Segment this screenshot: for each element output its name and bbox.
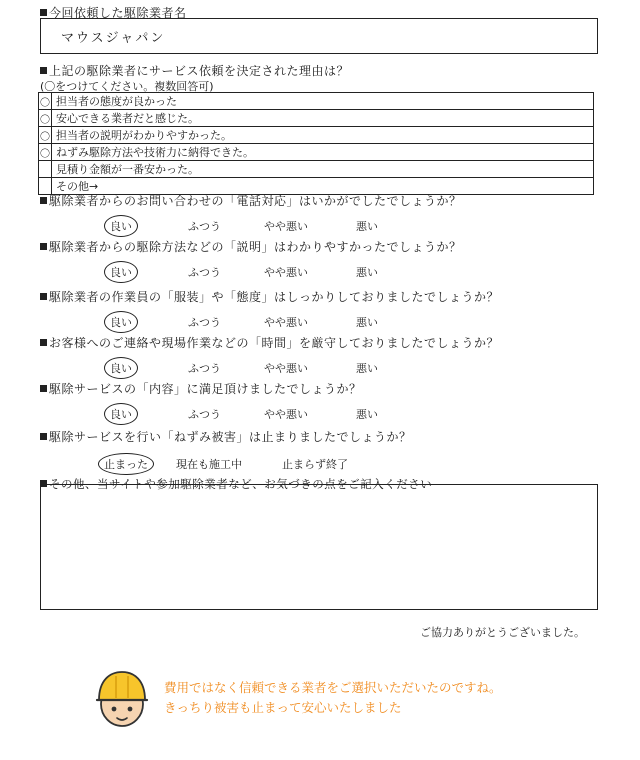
reason-text: その他→ (52, 178, 594, 195)
reason-mark: 〇 (39, 127, 52, 144)
company-name-value: マウスジャパン (61, 31, 166, 46)
q-company-heading: 今回依頼した駆除業者名 (40, 4, 187, 21)
reason-text: 安心できる業者だと感じた。 (52, 110, 594, 127)
option-selected: 良い (104, 261, 138, 283)
option: やや悪い (264, 408, 308, 421)
option: ふつう (188, 220, 221, 233)
option: 現在も施工中 (176, 458, 242, 471)
reason-row (39, 127, 594, 144)
option: 悪い (356, 408, 378, 421)
staff-comment (164, 678, 502, 718)
q4-heading: お客様へのご連絡や現場作業などの「時間」を厳守しておりましたでしょうか？ (40, 334, 499, 351)
reason-row (39, 110, 594, 127)
reason-mark (39, 161, 52, 178)
reason-mark: 〇 (39, 93, 52, 110)
staff-comment-line: きっちり被害も止まって安心いたしました (164, 700, 402, 715)
option-selected: 良い (104, 357, 138, 379)
q-reason-heading: 上記の駆除業者にサービス依頼を決定された理由は？ (40, 62, 349, 79)
option: やや悪い (264, 266, 308, 279)
reason-text: 担当者の説明がわかりやすかった。 (52, 127, 594, 144)
option: やや悪い (264, 362, 308, 375)
reason-row (39, 93, 594, 110)
option-selected: 良い (104, 403, 138, 425)
option: ふつう (188, 408, 221, 421)
reason-mark: 〇 (39, 144, 52, 161)
option-selected: 止まった (98, 453, 154, 475)
option-selected: 良い (104, 311, 138, 333)
company-name-box (40, 18, 598, 54)
reason-text: 担当者の態度が良かった (52, 93, 594, 110)
reason-text: 見積り金額が一番安かった。 (52, 161, 594, 178)
q2-heading: 駆除業者からの駆除方法などの「説明」はわかりやすかったでしょうか？ (40, 238, 462, 255)
option: やや悪い (264, 220, 308, 233)
reasons-table (38, 92, 594, 195)
option: 止まらず終了 (282, 458, 348, 471)
reason-row (39, 161, 594, 178)
q-comment-heading: その他、当サイトや参加駆除業者など、お気づきの点をご記入ください (40, 476, 432, 492)
q1-heading: 駆除業者からのお問い合わせの「電話対応」はいかがでしたでしょうか？ (40, 192, 462, 209)
thanks-text: ご協力ありがとうございました。 (420, 626, 585, 639)
option: ふつう (188, 362, 221, 375)
staff-comment-line: 費用ではなく信頼できる業者をご選択いただいたのですね。 (164, 680, 502, 695)
q-reason-note: (〇をつけてください。複数回答可) (40, 80, 214, 93)
option: 悪い (356, 220, 378, 233)
q3-heading: 駆除業者の作業員の「服装」や「態度」はしっかりしておりましたでしょうか？ (40, 288, 499, 305)
reason-text: ねずみ駆除方法や技術力に納得できた。 (52, 144, 594, 161)
option: ふつう (188, 316, 221, 329)
q-damage-heading: 駆除サービスを行い「ねずみ被害」は止まりましたでしょうか？ (40, 428, 412, 445)
q5-heading: 駆除サービスの「内容」に満足頂けましたでしょうか？ (40, 380, 362, 397)
option: 悪い (356, 316, 378, 329)
option: 悪い (356, 266, 378, 279)
comment-box (40, 484, 598, 610)
mascot-avatar (92, 668, 152, 732)
option: やや悪い (264, 316, 308, 329)
option: 悪い (356, 362, 378, 375)
reason-row (39, 144, 594, 161)
option: ふつう (188, 266, 221, 279)
option-selected: 良い (104, 215, 138, 237)
reason-mark: 〇 (39, 110, 52, 127)
